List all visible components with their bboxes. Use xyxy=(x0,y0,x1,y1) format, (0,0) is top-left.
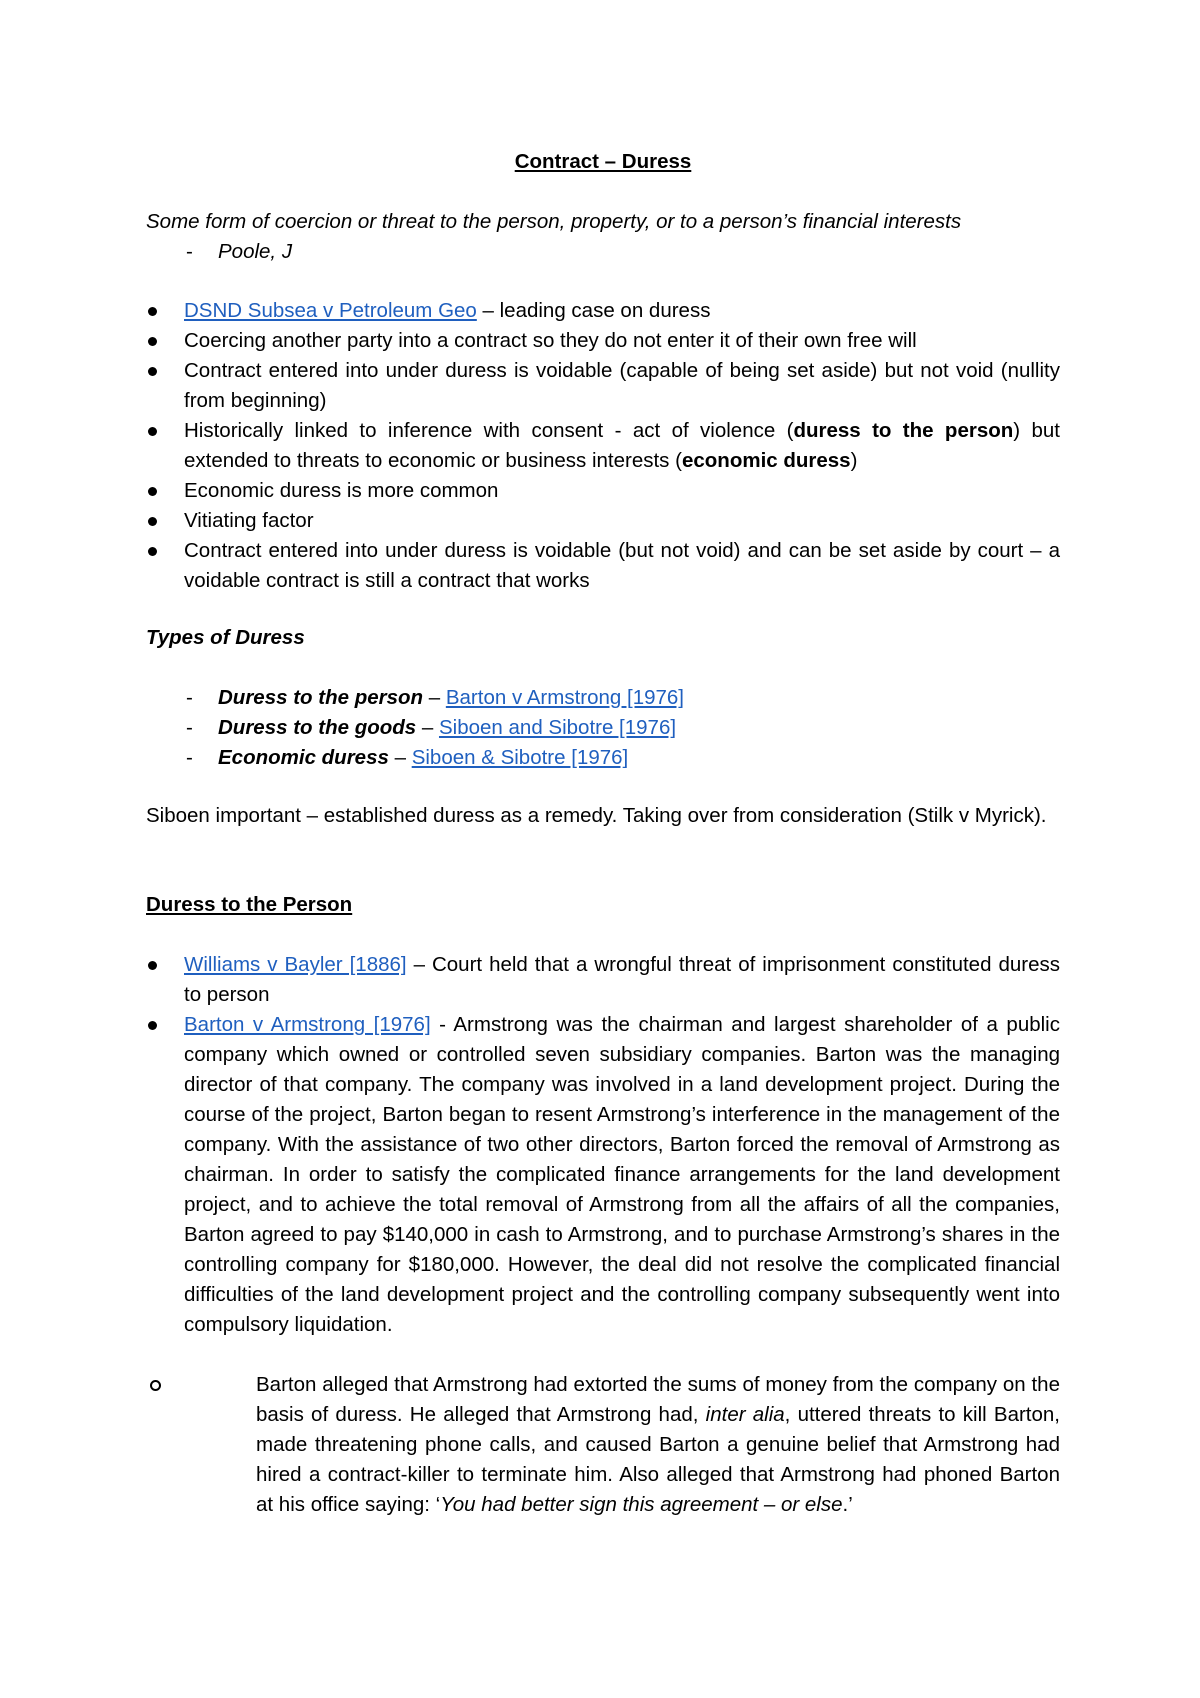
intro-attribution: Poole, J xyxy=(218,240,293,263)
bullet-icon xyxy=(148,487,157,496)
list-item xyxy=(146,476,1060,506)
bullet-icon xyxy=(148,547,157,556)
bullet-icon xyxy=(148,961,157,970)
bold-term: economic duress xyxy=(681,449,851,472)
dash-marker: - xyxy=(186,746,193,769)
list-item-text: – Court held that a wrongful threat of imprisonment constituted duress to person xyxy=(184,953,1060,1006)
bullet-icon xyxy=(148,427,157,436)
case-link-barton-armstrong[interactable]: Barton v Armstrong [1976] xyxy=(184,1013,431,1036)
type-sep: – xyxy=(388,746,412,769)
person-heading: Duress to the Person xyxy=(146,893,353,916)
sub-list-item xyxy=(184,1370,1060,1520)
italic-term: inter alia xyxy=(705,1403,785,1426)
sub-list xyxy=(146,1370,1060,1520)
case-link-barton[interactable]: Barton v Armstrong [1976] xyxy=(445,686,684,709)
list-item xyxy=(146,1010,1060,1340)
bullet-icon xyxy=(148,517,157,526)
list-item-text: Vitiating factor xyxy=(184,509,314,532)
list-item-text: – leading case on duress xyxy=(476,299,711,322)
type-sep: – xyxy=(416,716,439,739)
type-label: Duress to the person xyxy=(218,686,424,709)
list-item xyxy=(146,416,1060,476)
list-item xyxy=(146,950,1060,1010)
type-label: Duress to the goods xyxy=(218,716,417,739)
quote-text: You had better sign this agreement – or else xyxy=(440,1493,843,1516)
case-link-williams[interactable]: Williams v Bayler [1886] xyxy=(184,953,407,976)
page-title: Contract – Duress xyxy=(514,150,692,173)
case-link-siboen-2[interactable]: Siboen & Sibotre [1976] xyxy=(411,746,629,769)
sub-text: , uttered threats to kill Barton, made threatening phone calls, and caused Barton a genuine belief that Armstrong had hired a contract-killer to terminate him. Also alleged that Armstrong had phoned Barton at his office saying: ‘ xyxy=(256,1403,1060,1516)
list-item-text: Historically linked to inference with consent - act of violence ( xyxy=(184,419,794,442)
list-item xyxy=(146,326,1060,356)
list-item xyxy=(146,296,1060,326)
type-sep: – xyxy=(423,686,446,709)
dash-marker: - xyxy=(186,716,193,739)
list-item-text: ) xyxy=(850,449,858,472)
list-item-text: Contract entered into under duress is voidable (but not void) and can be set aside by court – a voidable contract is still a contract that works xyxy=(184,539,1060,592)
list-item xyxy=(146,536,1060,596)
case-link-siboen[interactable]: Siboen and Sibotre [1976] xyxy=(438,716,677,739)
type-label: Economic duress xyxy=(218,746,389,769)
sub-text: Barton alleged that Armstrong had extorted the sums of money from the company on the basis of duress. He alleged that Armstrong had, xyxy=(256,1373,1060,1426)
bullet-icon xyxy=(148,367,157,376)
sub-text: .’ xyxy=(842,1493,853,1516)
list-item-text: Economic duress is more common xyxy=(184,479,499,502)
person-list xyxy=(146,950,1060,1340)
dash-marker: - xyxy=(186,240,193,263)
types-heading: Types of Duress xyxy=(146,626,305,649)
case-link-dsnd[interactable]: DSND Subsea v Petroleum Geo xyxy=(184,299,477,322)
list-item xyxy=(146,506,1060,536)
bullet-icon xyxy=(148,1021,157,1030)
list-item-text: - Armstrong was the chairman and largest shareholder of a public company which owned or controlled seven subsidiary companies. Barton was the managing director of that company. The company was involved in a land development project. During the course of the project, Barton began to resent Armstrong’s interference in the management of the company. With the assistance of two other directors, Barton forced the removal of Armstrong as chairman. In order to satisfy the complicated finance arrangements for the land development project, and to achieve the total removal of Armstrong from all the affairs of all the companies, Barton agreed to pay $140,000 in cash to Armstrong, and to purchase Armstrong’s shares in the controlling company for $180,000. However, the deal did not resolve the complicated financial difficulties of the land development project and the controlling company subsequently went into compulsory liquidation. xyxy=(184,1013,1060,1336)
siboen-note: Siboen important – established duress as a remedy. Taking over from consideration (Stilk v Myrick). xyxy=(146,804,1047,827)
list-item-text: Coercing another party into a contract so they do not enter it of their own free will xyxy=(184,329,917,352)
overview-list xyxy=(146,296,1060,596)
list-item-text: ) but extended to threats to economic or business interests ( xyxy=(184,419,1061,472)
bullet-icon xyxy=(148,337,157,346)
list-item xyxy=(146,356,1060,416)
circle-bullet-icon xyxy=(150,1380,161,1391)
list-item-text: Contract entered into under duress is voidable (capable of being set aside) but not void (nullity from beginning) xyxy=(184,359,1060,412)
intro-quote: Some form of coercion or threat to the person, property, or to a person’s financial interests xyxy=(146,210,962,233)
dash-marker: - xyxy=(186,686,193,709)
bold-term: duress to the person xyxy=(793,419,1014,442)
bullet-icon xyxy=(148,307,157,316)
